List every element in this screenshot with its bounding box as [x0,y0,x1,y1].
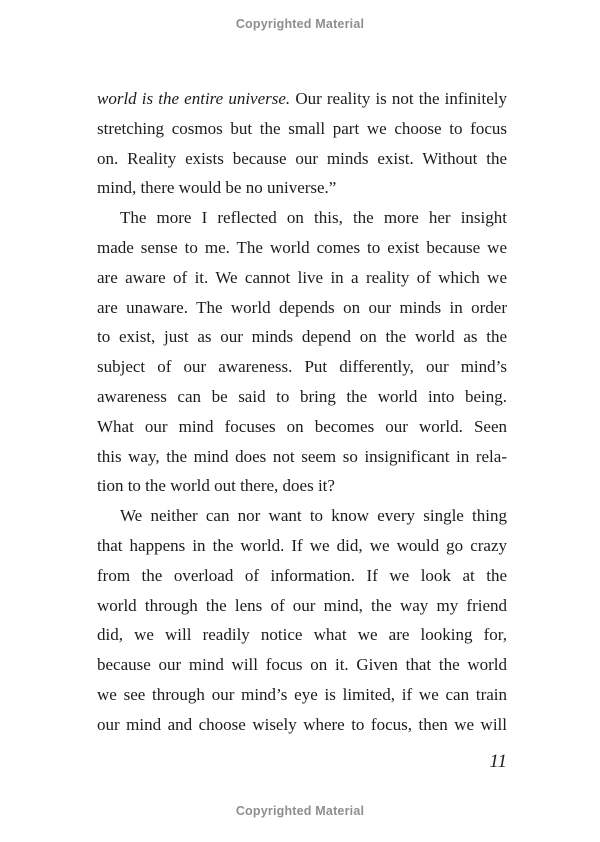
copyright-watermark-bottom: Copyrighted Material [235,804,365,818]
text-segment: world is the entire universe. [97,89,291,108]
text-line: mind, there would be no universe.” [97,178,337,198]
text-segment: Our reality is not the infinitely [290,89,507,108]
text-line: What our mind focuses on becomes our world. Seen [97,416,507,436]
text-line: on. Reality exists because our minds exist. Without the [97,148,507,168]
text-line: stretching cosmos but the small part we choose to focus [97,118,507,138]
text-line: world through the lens of our mind, the way my friend [97,595,507,615]
text-line: made sense to me. The world comes to exist because we [97,237,507,257]
text-line: we see through our mind’s eye is limited, if we can train [97,684,507,704]
text-line: are unaware. The world depends on our minds in order [97,297,507,317]
text-line: are aware of it. We cannot live in a reality of which we [97,267,507,287]
text-line: tion to the world out there, does it? [97,476,335,496]
text-line: did, we will readily notice what we are looking for, [97,625,507,645]
text-line: subject of our awareness. Put differently, our mind’s [97,357,507,377]
paragraph [97,501,507,739]
paragraph [97,84,507,203]
text-line: to exist, just as our minds depend on the world as the [97,327,507,347]
text-line: awareness can be said to bring the world into being. [97,386,507,406]
paragraph [97,203,507,501]
page-number: 11 [489,751,507,772]
text-line: that happens in the world. If we did, we would go crazy [97,535,507,555]
text-line: from the overload of information. If we look at the [97,565,507,585]
copyright-watermark-top: Copyrighted Material [235,17,365,31]
text-line: We neither can nor want to know every single thing [120,506,507,526]
text-line: our mind and choose wisely where to focus, then we will [97,714,507,734]
body-text [97,84,507,740]
text-line [97,84,507,114]
text-line: this way, the mind does not seem so insignificant in rela- [97,446,507,466]
text-line: because our mind will focus on it. Given that the world [97,655,507,675]
text-line: The more I reflected on this, the more her insight [120,208,507,228]
